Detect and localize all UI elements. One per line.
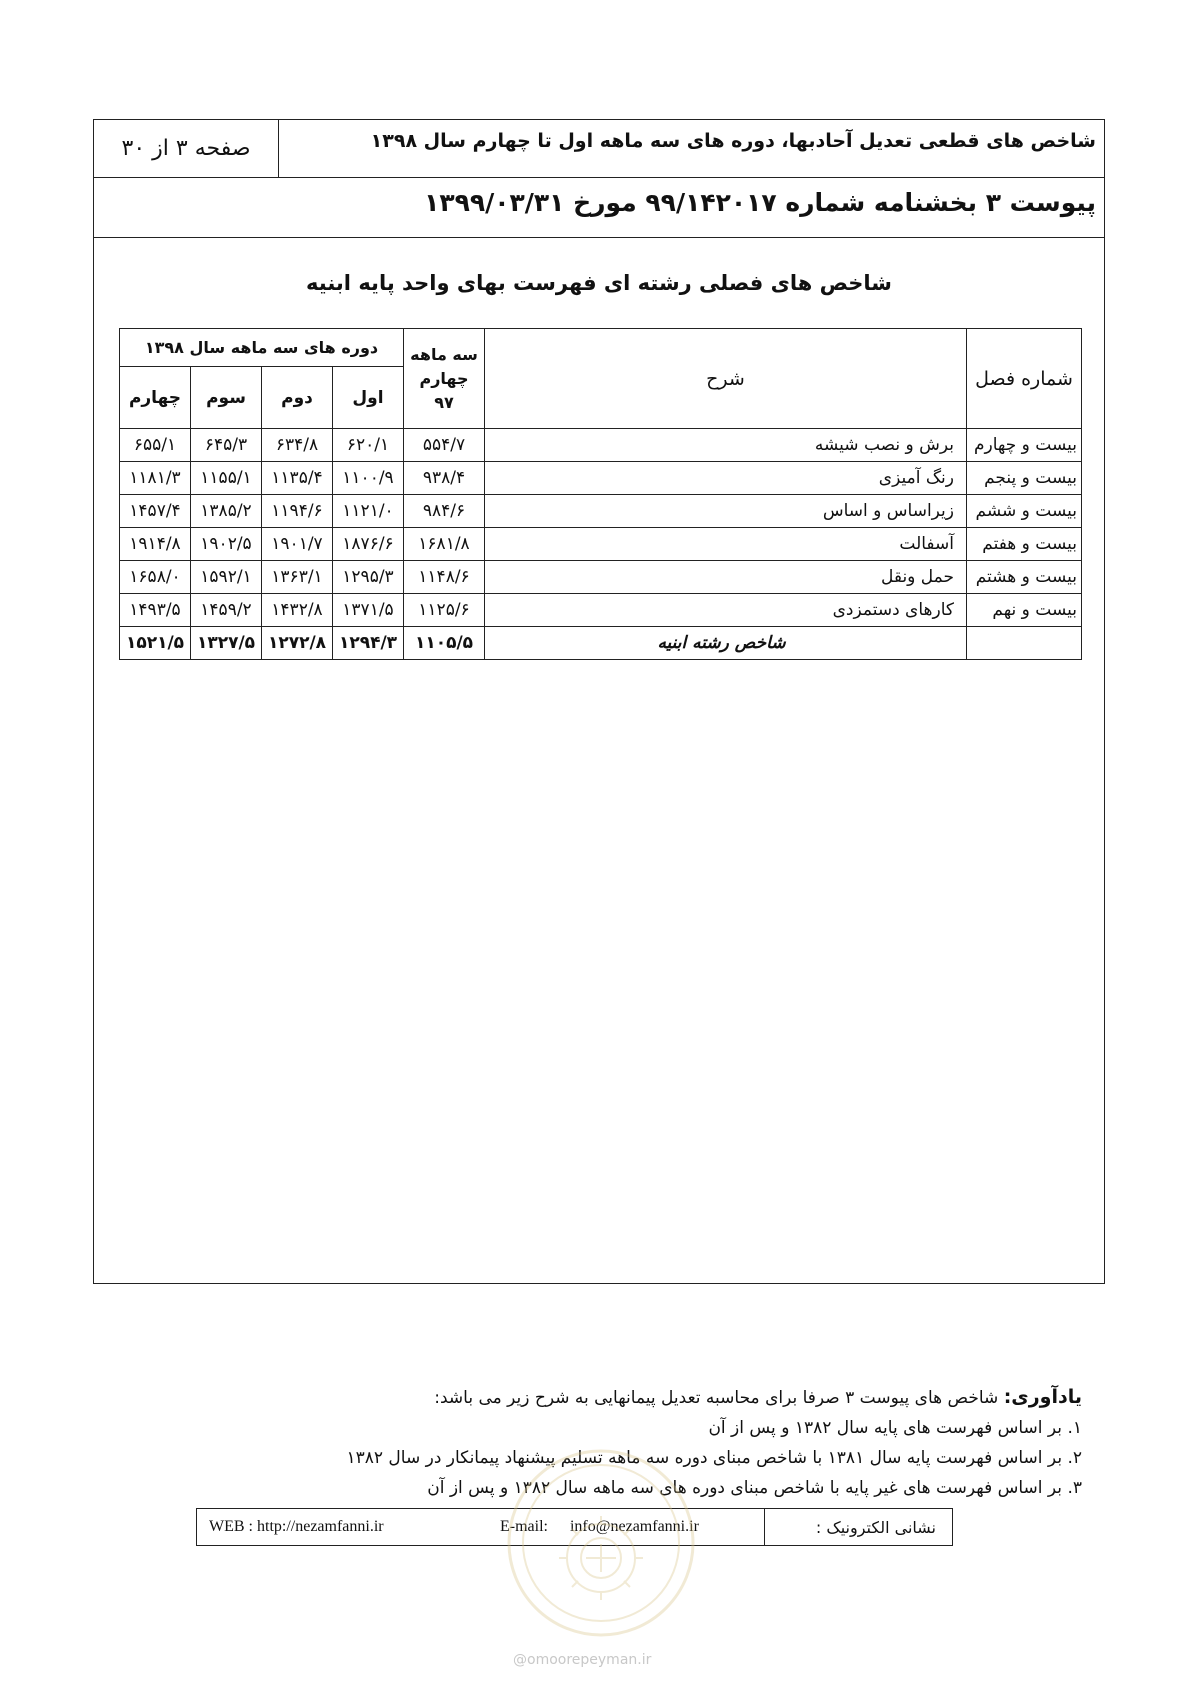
table-row: [120, 429, 1082, 462]
cell-q1: ۶۲۰/۱: [333, 429, 404, 462]
cell-description: زیراساس و اساس: [485, 495, 967, 528]
notes-intro-line: [347, 1382, 1083, 1413]
cell-q2: ۱۳۶۳/۱: [262, 561, 333, 594]
cell-q2: ۱۱۳۵/۴: [262, 462, 333, 495]
cell-q3: ۱۱۵۵/۱: [191, 462, 262, 495]
cell-prev: ۹۸۴/۶: [404, 495, 485, 528]
note-item: ۲. بر اساس فهرست پایه سال ۱۳۸۱ با شاخص مبنای دوره سه ماهه تسلیم پیشنهاد پیمانکار در سال ۱۳۸۲: [346, 1448, 1082, 1468]
cell-prev: ۹۳۸/۴: [404, 462, 485, 495]
cell-total-prev: ۱۱۰۵/۵: [404, 627, 485, 660]
cell-chapter: بیست و هشتم: [967, 561, 1082, 594]
col-header-q4: چهارم: [120, 367, 191, 429]
notes-intro: شاخص های پیوست ۳ صرفا برای محاسبه تعدیل پیمانهایی به شرح زیر می باشد:: [434, 1388, 999, 1408]
cell-q1: ۱۲۹۵/۳: [333, 561, 404, 594]
table-row: [120, 495, 1082, 528]
cell-prev: ۱۶۸۱/۸: [404, 528, 485, 561]
col-header-prev-quarter: سه ماهه چهارم ۹۷: [404, 329, 485, 429]
watermark-url: @omoorepeyman.ir: [513, 1652, 652, 1668]
table-row: [120, 561, 1082, 594]
table-row: [120, 528, 1082, 561]
cell-total-q4: ۱۵۲۱/۵: [120, 627, 191, 660]
circular-reference: پیوست ۳ بخشنامه شماره ۹۹/۱۴۲۰۱۷ مورخ ۱۳۹۹/۰۳/۳۱: [424, 188, 1096, 217]
table-title: شاخص های فصلی رشته ای فهرست بهای واحد پایه ابنیه: [306, 271, 892, 295]
cell-q2: ۱۱۹۴/۶: [262, 495, 333, 528]
website-link[interactable]: WEB : http://nezamfanni.ir: [209, 1518, 384, 1535]
contact-label: نشانی الکترونیک :: [764, 1509, 952, 1545]
notes-section: [347, 1382, 1083, 1503]
cell-chapter-empty: [967, 627, 1082, 660]
col-header-q1: اول: [333, 367, 404, 429]
cell-prev: ۱۱۴۸/۶: [404, 561, 485, 594]
cell-description: برش و نصب شیشه: [485, 429, 967, 462]
cell-description: کارهای دستمزدی: [485, 594, 967, 627]
cell-q2: ۱۹۰۱/۷: [262, 528, 333, 561]
note-item: ۱. بر اساس فهرست های پایه سال ۱۳۸۲ و پس از آن: [708, 1418, 1082, 1438]
col-header-q3: سوم: [191, 367, 262, 429]
cell-q2: ۱۴۳۲/۸: [262, 594, 333, 627]
cell-q4: ۱۱۸۱/۳: [120, 462, 191, 495]
col-header-periods-group: دوره های سه ماهه سال ۱۳۹۸: [120, 329, 404, 367]
cell-q1: ۱۸۷۶/۶: [333, 528, 404, 561]
document-frame: [93, 119, 1105, 1284]
page-number: صفحه ۳ از ۳۰: [94, 120, 279, 177]
note-item: ۳. بر اساس فهرست های غیر پایه با شاخص مبنای دوره های سه ماهه سال ۱۳۸۲ و پس از آن: [427, 1478, 1082, 1498]
cell-chapter: بیست و هفتم: [967, 528, 1082, 561]
cell-q3: ۱۵۹۲/۱: [191, 561, 262, 594]
index-table: [119, 328, 1082, 660]
table-total-row: [120, 627, 1082, 660]
cell-total-q2: ۱۲۷۲/۸: [262, 627, 333, 660]
cell-q1: ۱۱۰۰/۹: [333, 462, 404, 495]
col-header-description: شرح: [485, 329, 967, 429]
cell-description: آسفالت: [485, 528, 967, 561]
cell-q4: ۱۶۵۸/۰: [120, 561, 191, 594]
header-row: [94, 120, 1104, 178]
table-row: [120, 462, 1082, 495]
circular-row: [94, 178, 1104, 238]
cell-chapter: بیست و پنجم: [967, 462, 1082, 495]
cell-chapter: بیست و نهم: [967, 594, 1082, 627]
cell-prev: ۱۱۲۵/۶: [404, 594, 485, 627]
cell-total-q3: ۱۳۲۷/۵: [191, 627, 262, 660]
table-row: [120, 594, 1082, 627]
cell-q3: ۱۳۸۵/۲: [191, 495, 262, 528]
email-link[interactable]: info@nezamfanni.ir: [569, 1518, 699, 1535]
cell-q1: ۱۱۲۱/۰: [333, 495, 404, 528]
cell-q4: ۱۴۵۷/۴: [120, 495, 191, 528]
seal-watermark-icon: [506, 1448, 696, 1638]
cell-total-q1: ۱۲۹۴/۳: [333, 627, 404, 660]
email-label: E-mail:: [500, 1518, 548, 1535]
col-header-q2: دوم: [262, 367, 333, 429]
cell-q3: ۱۴۵۹/۲: [191, 594, 262, 627]
col-header-chapter: شماره فصل: [967, 329, 1082, 429]
cell-q3: ۶۴۵/۳: [191, 429, 262, 462]
cell-q1: ۱۳۷۱/۵: [333, 594, 404, 627]
cell-q4: ۶۵۵/۱: [120, 429, 191, 462]
cell-prev: ۵۵۴/۷: [404, 429, 485, 462]
cell-q4: ۱۹۱۴/۸: [120, 528, 191, 561]
cell-chapter: بیست و ششم: [967, 495, 1082, 528]
cell-q3: ۱۹۰۲/۵: [191, 528, 262, 561]
cell-chapter: بیست و چهارم: [967, 429, 1082, 462]
cell-description: رنگ آمیزی: [485, 462, 967, 495]
cell-description: حمل ونقل: [485, 561, 967, 594]
cell-total-description: شاخص رشته ابنیه: [485, 627, 967, 660]
cell-q2: ۶۳۴/۸: [262, 429, 333, 462]
document-title: شاخص های قطعی تعدیل آحادبها، دوره های سه ماهه اول تا چهارم سال ۱۳۹۸: [370, 130, 1096, 152]
cell-q4: ۱۴۹۳/۵: [120, 594, 191, 627]
notes-heading: یادآوری:: [1003, 1386, 1082, 1408]
